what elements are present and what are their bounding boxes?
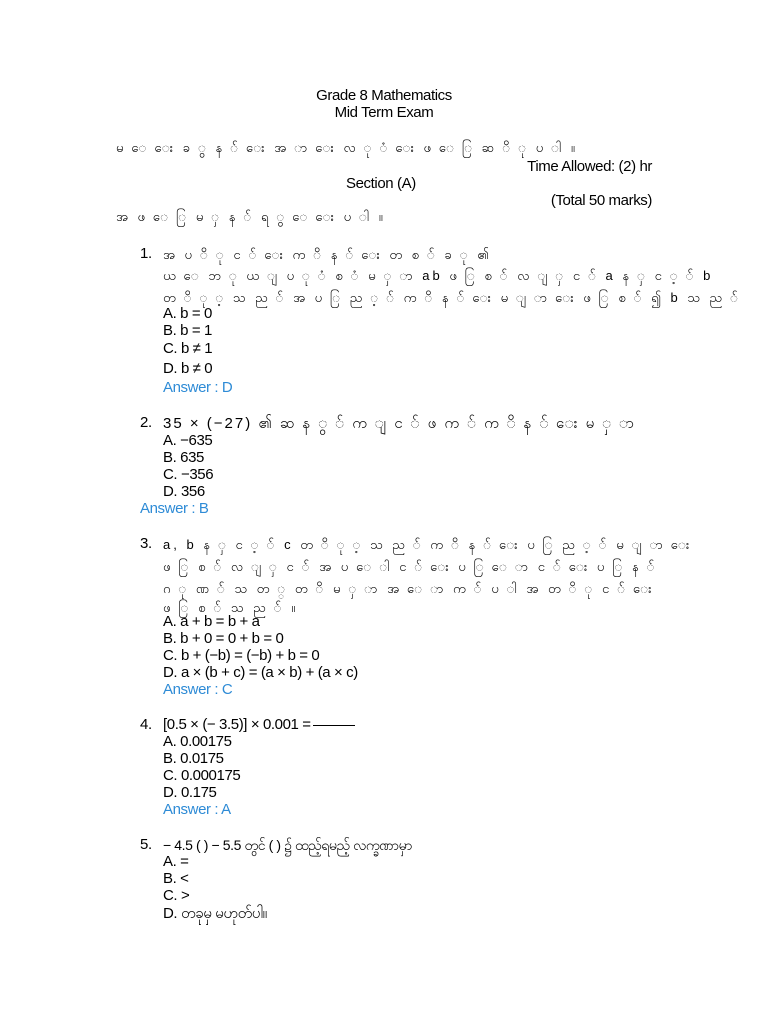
option-d[interactable]: D. တခုမှ မဟုတ်ပါ။ — [163, 905, 267, 922]
option-a[interactable]: A. a + b = b + a — [163, 613, 260, 630]
option-b[interactable]: B. 0.0175 — [163, 750, 224, 767]
question-line — [163, 716, 355, 733]
time-allowed: Time Allowed: (2) hr — [527, 158, 652, 175]
question-line: 35 × (−27) ၏ ဆ န ွ ် က ျ င ် ဖ က ် က ိ န ် ေး မ ှ ာ — [163, 415, 637, 432]
answer-label: Answer : B — [140, 500, 209, 517]
question-number: 4. — [140, 716, 152, 733]
answer-blank — [313, 725, 355, 726]
question-line: ဖ ြ စ ် လ ျ ှ င ် အ ပ ေ ါ င ် ေး ပ ြ ေ ာ င ် ေး ပ ြ န ် — [163, 559, 658, 574]
question-number: 2. — [140, 414, 152, 431]
question-number: 3. — [140, 535, 152, 552]
option-a[interactable]: A. 0.00175 — [163, 733, 232, 750]
option-b[interactable]: B. b + 0 = 0 + b = 0 — [163, 630, 284, 647]
question-line: ဖ ြ စ ် သ ည ် ။ — [163, 600, 299, 615]
answer-label: Answer : D — [163, 379, 233, 396]
instruction-choose-correct: အ ဖ ေ ြ မ ှ န ် ရ ွ ေ ေး ပ ါ ။ — [116, 209, 386, 224]
exam-title: Grade 8 Mathematics — [316, 87, 452, 104]
option-c[interactable]: C. −356 — [163, 466, 214, 483]
option-d[interactable]: D. 0.175 — [163, 784, 217, 801]
option-a[interactable]: A. b = 0 — [163, 305, 212, 322]
exam-subtitle: Mid Term Exam — [334, 104, 434, 121]
option-d[interactable]: D. a × (b + c) = (a × b) + (a × c) — [163, 664, 358, 681]
option-c[interactable]: C. b + (−b) = (−b) + b = 0 — [163, 647, 320, 664]
option-c[interactable]: C. 0.000175 — [163, 767, 241, 784]
question-line: − 4.5 ( ) − 5.5 တွင် ( ) ၌ ထည့်ရမည့် လက္ခဏာမှာ — [163, 837, 412, 853]
total-marks: (Total 50 marks) — [550, 192, 652, 209]
question-text: [0.5 × (− 3.5)] × 0.001 = — [163, 716, 311, 733]
option-b[interactable]: B. < — [163, 870, 189, 887]
option-a[interactable]: A. = — [163, 853, 189, 870]
answer-label: Answer : C — [163, 681, 233, 698]
question-line: ယ ေ ဘ ု ယ ျ ပ ု ံ စ ံ မ ှ ာ ab ဖ ြ စ ် လ ျ ှ င ် a န ှ င ့ ် b — [163, 268, 714, 283]
option-b[interactable]: B. 635 — [163, 449, 204, 466]
question-number: 5. — [140, 836, 152, 853]
option-d[interactable]: D. 356 — [163, 483, 205, 500]
answer-label: Answer : A — [163, 801, 231, 818]
option-c[interactable]: C. > — [163, 887, 190, 904]
option-d[interactable]: D. b ≠ 0 — [163, 360, 213, 377]
instruction-answer-all: မ ေ ေး ခ ွ န ် ေး အ ာ ေး လ ု ံ ေး ဖ ေ ြ ဆ ိ ု ပ ါ ။ — [116, 140, 578, 155]
question-number: 1. — [140, 245, 152, 262]
question-line: a, b န ှ င ့ ် c တ ိ ု ့ သ ည ် က ိ န ် ေး ပ ြ ည ့ ် မ ျ ာ ေး — [163, 537, 693, 552]
option-a[interactable]: A. −635 — [163, 432, 213, 449]
option-c[interactable]: C. b ≠ 1 — [163, 340, 213, 357]
section-heading: Section (A) — [346, 175, 416, 192]
question-line: ဂ ု ဏ ် သ တ ္ တ ိ မ ှ ာ အ ေ ာ က ် ပ ါ အ တ ိ ု င ် ေး — [163, 581, 655, 596]
question-line: တ ိ ု ့ သ ည ် အ ပ ြ ည ့ ် က ိ န ် ေး မ ျ ာ ေး ဖ ြ စ ် ၍ b သ ည ် — [163, 290, 741, 305]
option-b[interactable]: B. b = 1 — [163, 322, 212, 339]
question-line: အ ပ ိ ု င ် ေး က ိ န ် ေး တ စ ် ခ ု ၏ — [163, 247, 492, 262]
